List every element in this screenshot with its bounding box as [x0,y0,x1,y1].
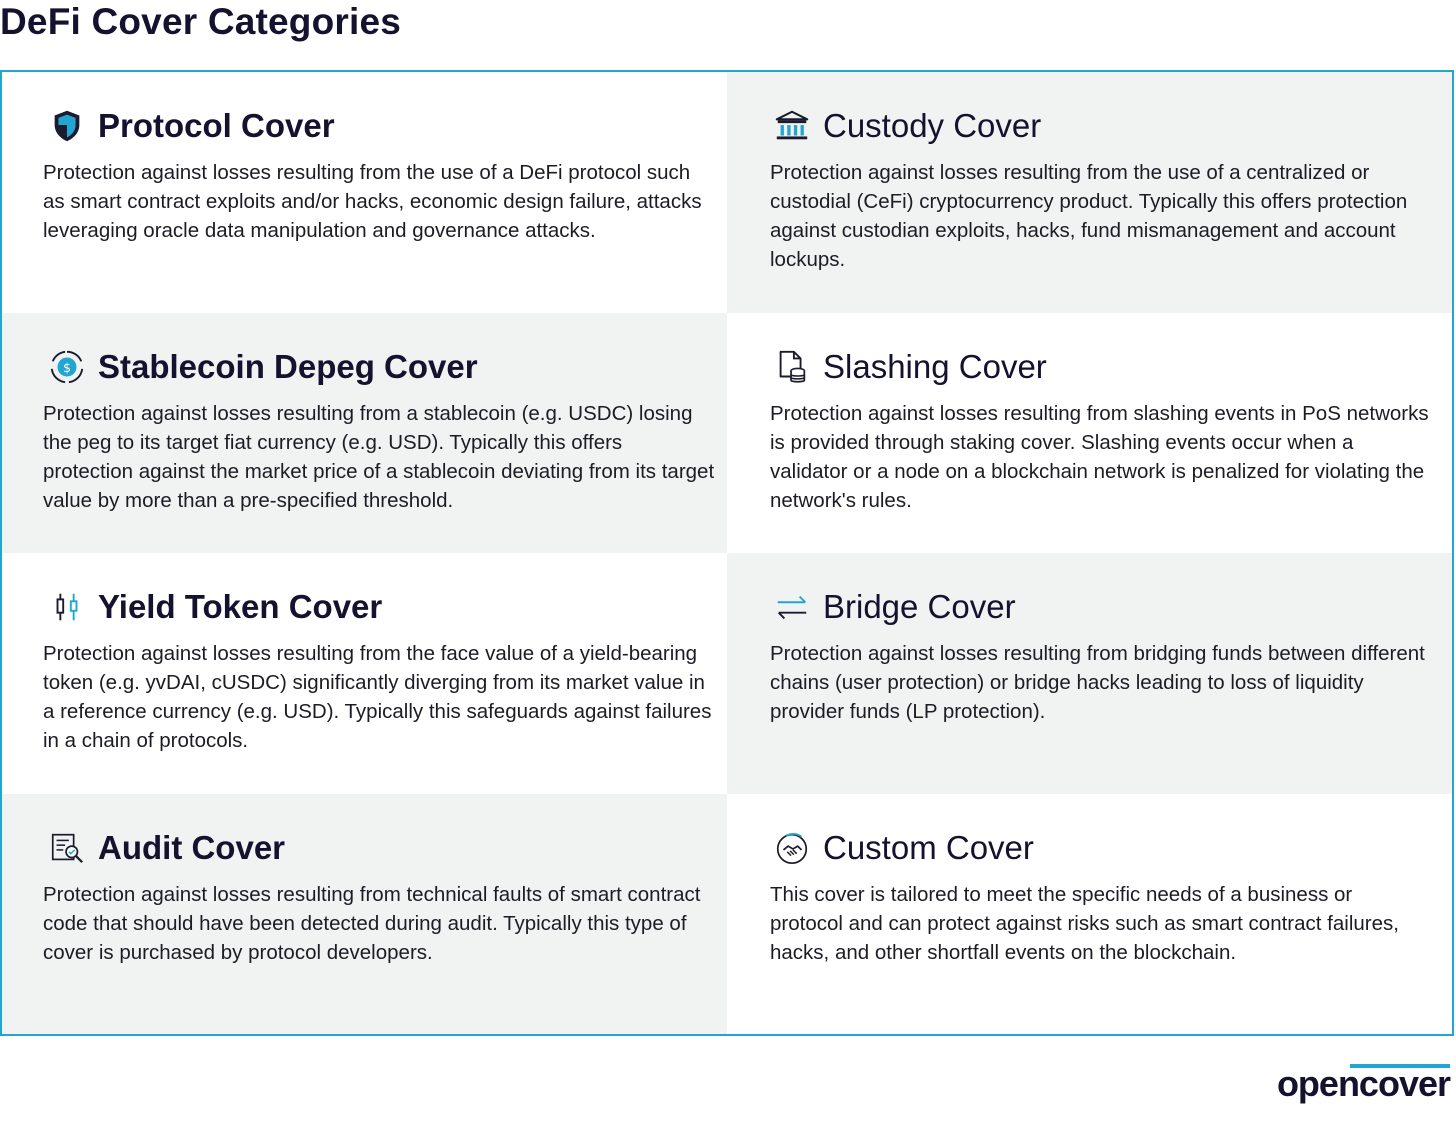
card-audit-cover [2,794,727,1035]
card-title: Audit Cover [98,828,286,866]
card-description: Protection against losses resulting from technical faults of smart contract code that should have been detected during audit. Typically this type of cover is purchased by protocol developers. [43,882,701,964]
card-description: Protection against losses resulting from bridging funds between different chains (user protection) or bridge hacks leading to loss of liquidity provider funds (LP protection). [770,642,1425,723]
logo-wordmark: opencover [1276,1063,1450,1104]
card-header [46,345,478,389]
card-yield-token-cover [2,553,727,794]
card-bridge-cover [727,553,1452,794]
card-slashing-cover [727,313,1452,554]
card-title: Slashing Cover [823,347,1047,385]
card-custom-cover [727,794,1452,1035]
shield-icon [46,105,88,147]
card-description: Protection against losses resulting from the use of a DeFi protocol such as smart contract exploits and/or hacks, economic design failure, attacks leveraging oracle data manipulation and governance attacks. [43,161,702,242]
card-header [46,104,335,148]
card-header [771,585,1016,629]
card-description: Protection against losses resulting from the use of a centralized or custodial (CeFi) cryptocurrency product. Typically this offers protection against custodian exploits, hacks, fund mismanagement and account lockups. [770,161,1408,271]
card-protocol-cover [2,72,727,313]
card-custody-cover [727,72,1452,313]
card-title: Bridge Cover [823,588,1016,625]
card-title: Protocol Cover [98,107,335,144]
opencover-logo [1274,1064,1450,1104]
cover-categories-grid [0,70,1454,1036]
card-stablecoin-depeg-cover [2,313,727,554]
card-description: Protection against losses resulting from a stablecoin (e.g. USDC) losing the peg to its target fiat currency (e.g. USD). Typically this offers protection against the market price of a stablecoin deviating from its target value by more than a pre-specified threshold. [43,401,715,512]
audit-magnifier-icon [46,827,88,869]
document-coins-icon [771,346,813,388]
card-description: Protection against losses resulting from the face value of a yield-bearing token (e.g. yvDAI, cUSDC) significantly diverging from its market value in a reference currency (e.g. USD). Typically this safeguards against failures in a chain of protocols. [43,642,712,752]
bank-icon [771,105,813,147]
page-title: DeFi Cover Categories [0,1,402,42]
candlestick-icon [46,586,88,628]
card-header [46,585,382,629]
card-header [771,104,1041,148]
handshake-icon [771,827,813,869]
card-title: Yield Token Cover [98,588,383,625]
arrows-exchange-icon [771,586,813,628]
card-title: Custom Cover [823,828,1034,866]
stablecoin-icon [46,346,88,388]
card-description: Protection against losses resulting from slashing events in PoS networks is provided through staking cover. Slashing events occur when a validator or a node on a blockchain network is penalized for violating the network's rules. [770,401,1429,512]
card-title: Custody Cover [823,107,1042,144]
card-header [771,826,1034,870]
card-header [771,345,1047,389]
card-title: Stablecoin Depeg Cover [98,347,478,385]
svg-text:$: $ [63,360,71,375]
card-header [46,826,285,870]
card-description: This cover is tailored to meet the specific needs of a business or protocol and can protect against risks such as smart contract failures, hacks, and other shortfall events on the blockchain. [770,882,1399,964]
